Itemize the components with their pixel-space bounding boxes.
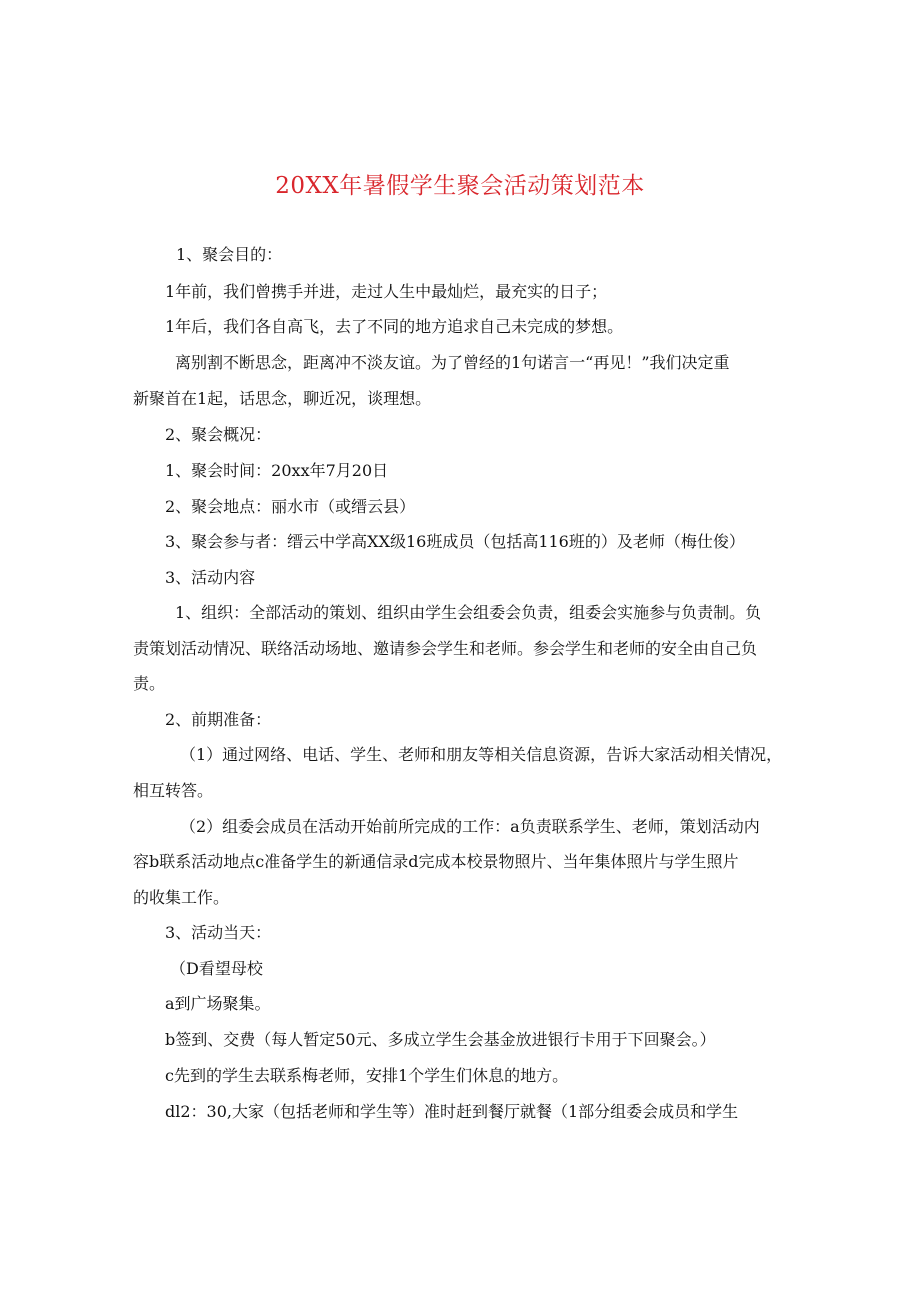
paragraph-line: b签到、交费（每人暂定50元、多成立学生会基金放进银行卡用于下回聚会。） (165, 1030, 716, 1049)
paragraph-line: （1）通过网络、电话、学生、老师和朋友等相关信息资源，告诉大家活动相关情况， (180, 745, 783, 764)
section-heading: 2、前期准备： (165, 710, 272, 729)
section-heading: 2、聚会概况： (165, 425, 272, 444)
paragraph-line: c先到的学生去联系梅老师，安排1个学生们休息的地方。 (165, 1066, 569, 1085)
paragraph-line: 的收集工作。 (133, 888, 230, 907)
paragraph-line: 责。 (133, 674, 166, 693)
paragraph-line: 离别割不断思念，距离冲不淡友谊。为了曾经的1句诺言一“再见！”我们决定重 (175, 353, 730, 372)
paragraph-line: 1年前，我们曾携手并进，走过人生中最灿烂，最充实的日子； (165, 282, 608, 301)
section-heading: 3、活动内容 (165, 568, 256, 587)
paragraph-line: （D看望母校 (170, 959, 263, 978)
paragraph-line: 1、组织：全部活动的策划、组织由学生会组委会负责，组委会实施参与负责制。负 (175, 603, 762, 622)
section-heading: 3、活动当天： (165, 923, 272, 942)
paragraph-line: 新聚首在1起，话思念，聊近况，谈理想。 (133, 389, 432, 408)
paragraph-line: 相互转答。 (133, 781, 214, 800)
paragraph-line: a到广场聚集。 (165, 994, 271, 1013)
paragraph-line: 1、聚会时间：20xx年7月20日 (165, 461, 389, 480)
paragraph-line: 1、聚会目的： (176, 245, 283, 264)
paragraph-line: 3、聚会参与者：缙云中学高XX级16班成员（包括高116班的）及老师（梅仕俊） (165, 532, 745, 551)
paragraph-line: （2）组委会成员在活动开始前所完成的工作：a负责联系学生、老师，策划活动内 (180, 817, 760, 836)
paragraph-line: 1年后，我们各自高飞，去了不同的地方追求自己未完成的梦想。 (165, 317, 624, 336)
paragraph-line: 责策划活动情况、联络活动场地、邀请参会学生和老师。参会学生和老师的安全由自己负 (133, 639, 758, 658)
paragraph-line: 2、聚会地点：丽水市（或缙云县） (165, 497, 416, 516)
document-title: 20XX年暑假学生聚会活动策划范本 (275, 173, 645, 199)
paragraph-line: dl2：30,大家（包括老师和学生等）准时赶到餐厅就餐（1部分组委会成员和学生 (165, 1102, 739, 1121)
paragraph-line: 容b联系活动地点c准备学生的新通信录d完成本校景物照片、当年集体照片与学生照片 (133, 852, 739, 871)
